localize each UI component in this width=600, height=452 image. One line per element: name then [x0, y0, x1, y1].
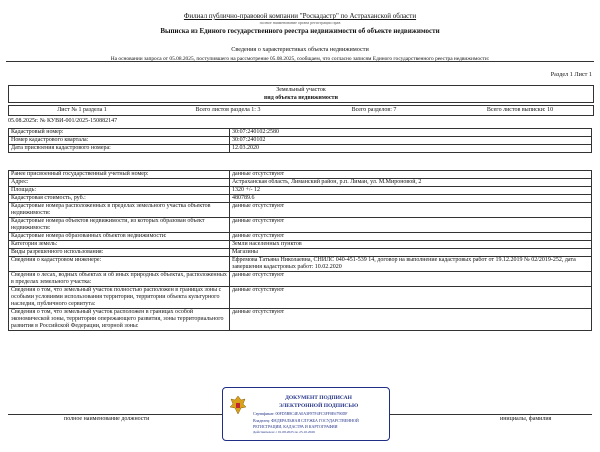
table-row	[9, 129, 592, 137]
row-value: Магазины	[230, 249, 592, 257]
table-row	[9, 287, 592, 309]
row-value: 12.03.2020	[230, 145, 592, 153]
row-label: Кадастровые номера объектов недвижимости, из которых образован объект недвижимости:	[9, 218, 230, 233]
row-value: данные отсутствуют	[230, 171, 592, 179]
object-type-caption: вид объекта недвижимости	[264, 95, 338, 101]
e-signature-stamp	[222, 387, 390, 441]
stamp-line-1: ДОКУМЕНТ ПОДПИСАН	[285, 395, 352, 401]
request-number: 05.08.2025г. № КУВИ-001/2025-150882147	[8, 118, 118, 124]
row-value: 1320 +/- 12	[230, 187, 592, 195]
row-label: Сведения о том, что земельный участок полностью расположен в границах зоны с особыми условиями использования территории, территории объекта культурного наследия, публичного сервитута:	[9, 287, 230, 309]
row-label: Сведения о лесах, водных объектах и об иных природных объектах, расположенных в пределах земельного участка:	[9, 272, 230, 287]
row-label: Номер кадастрового квартала:	[9, 137, 230, 145]
sheet-number: Лист № 1 раздела 1	[57, 107, 107, 113]
section-label: Раздел 1 Лист 1	[550, 71, 592, 78]
row-label: Кадастровая стоимость, руб.:	[9, 195, 230, 203]
sheets-total: Всего листов выписки: 10	[486, 107, 554, 113]
row-value: 480789.6	[230, 195, 592, 203]
row-label: Площадь:	[9, 187, 230, 195]
table-row	[9, 145, 592, 153]
table-row	[9, 179, 592, 187]
object-type: Земельный участок	[276, 87, 326, 93]
divider	[6, 61, 594, 62]
table-row	[9, 171, 592, 179]
row-value: данные отсутствуют	[230, 203, 592, 218]
name-caption: инициалы, фамилия	[500, 416, 552, 422]
row-value: Астраханская область, Лиманский район, р.п. Лиман, ул. М.Мироновой, 2	[230, 179, 592, 187]
table-row	[9, 272, 592, 287]
table-row	[9, 257, 592, 272]
info-title: Сведения о характеристиках объекта недвижимости	[231, 46, 369, 53]
request-text: На основании запроса от 05.08.2025, поступившего на рассмотрение 05.08.2025, сообщаем, что согласно записям Единого государственного реестра недвижимости:	[110, 56, 490, 62]
row-value: Ефремова Татьяна Николаевна, СНИЛС 040-451-539 14, договор на выполнение кадастровых работ от 19.12.2019 № 02/2019-252, дата завершения кадастровых работ: 10.02.2020	[230, 257, 592, 272]
row-label: Кадастровый номер:	[9, 129, 230, 137]
row-label: Адрес:	[9, 179, 230, 187]
sheets-in-section: Всего листов раздела 1: 3	[195, 107, 261, 113]
stamp-certificate: Сертификат: 00FD5B8C4EA0A3F87F4FC3FF0E6790DF	[253, 411, 348, 416]
row-label: Виды разрешенного использования:	[9, 249, 230, 257]
organization-subtitle: полное наименование органа регистрации прав	[259, 20, 341, 25]
row-value: данные отсутствуют	[230, 309, 592, 331]
stamp-owner: Владелец: ФЕДЕРАЛЬНАЯ СЛУЖБА ГОСУДАРСТВЕННОЙ	[253, 418, 359, 423]
table-row	[9, 187, 592, 195]
row-label: Сведения о кадастровом инженере:	[9, 257, 230, 272]
extract-title: Выписка из Единого государственного реестра недвижимости об объекте недвижимости	[160, 27, 440, 35]
table-row	[9, 309, 592, 331]
sheet-meta	[8, 105, 594, 116]
object-type-box	[8, 85, 594, 103]
sections-total: Всего разделов: 7	[351, 107, 397, 113]
row-value: 30:07:240102:2580	[230, 129, 592, 137]
organization-name: Филиал публично-правовой компании "Роскадастр" по Астраханской области	[183, 12, 417, 20]
row-label: Категория земель:	[9, 241, 230, 249]
details-table	[8, 170, 592, 331]
basic-info-table	[8, 128, 592, 153]
row-value: данные отсутствуют	[230, 287, 592, 309]
row-label: Кадастровые номера образованных объектов недвижимости:	[9, 233, 230, 241]
stamp-line-2: ЭЛЕКТРОННОЙ ПОДПИСЬЮ	[278, 403, 359, 409]
table-row	[9, 218, 592, 233]
row-label: Кадастровые номера расположенных в пределах земельного участка объектов недвижимости:	[9, 203, 230, 218]
row-value: данные отсутствуют	[230, 272, 592, 287]
table-row	[9, 249, 592, 257]
table-row	[9, 137, 592, 145]
position-caption: полное наименование должности	[64, 416, 150, 422]
coat-of-arms-icon	[227, 394, 249, 416]
table-row	[9, 195, 592, 203]
row-value: Земли населенных пунктов	[230, 241, 592, 249]
row-value: данные отсутствуют	[230, 233, 592, 241]
table-row	[9, 241, 592, 249]
table-row	[9, 233, 592, 241]
row-label: Сведения о том, что земельный участок расположен в границах особой экономической зоны, территории опережающего развития, зоны территориального развития в Российской Федерации, игорной зоны:	[9, 309, 230, 331]
table-row	[9, 203, 592, 218]
row-label: Дата присвоения кадастрового номера:	[9, 145, 230, 153]
stamp-validity: Действителен: с 01.08.2025 по 25.10.2026	[253, 430, 315, 434]
row-value: данные отсутствуют	[230, 218, 592, 233]
row-label: Ранее присвоенный государственный учетный номер:	[9, 171, 230, 179]
row-value: 30:07:240102	[230, 137, 592, 145]
stamp-owner-2: РЕГИСТРАЦИИ, КАДАСТРА И КАРТОГРАФИИ	[253, 424, 338, 429]
